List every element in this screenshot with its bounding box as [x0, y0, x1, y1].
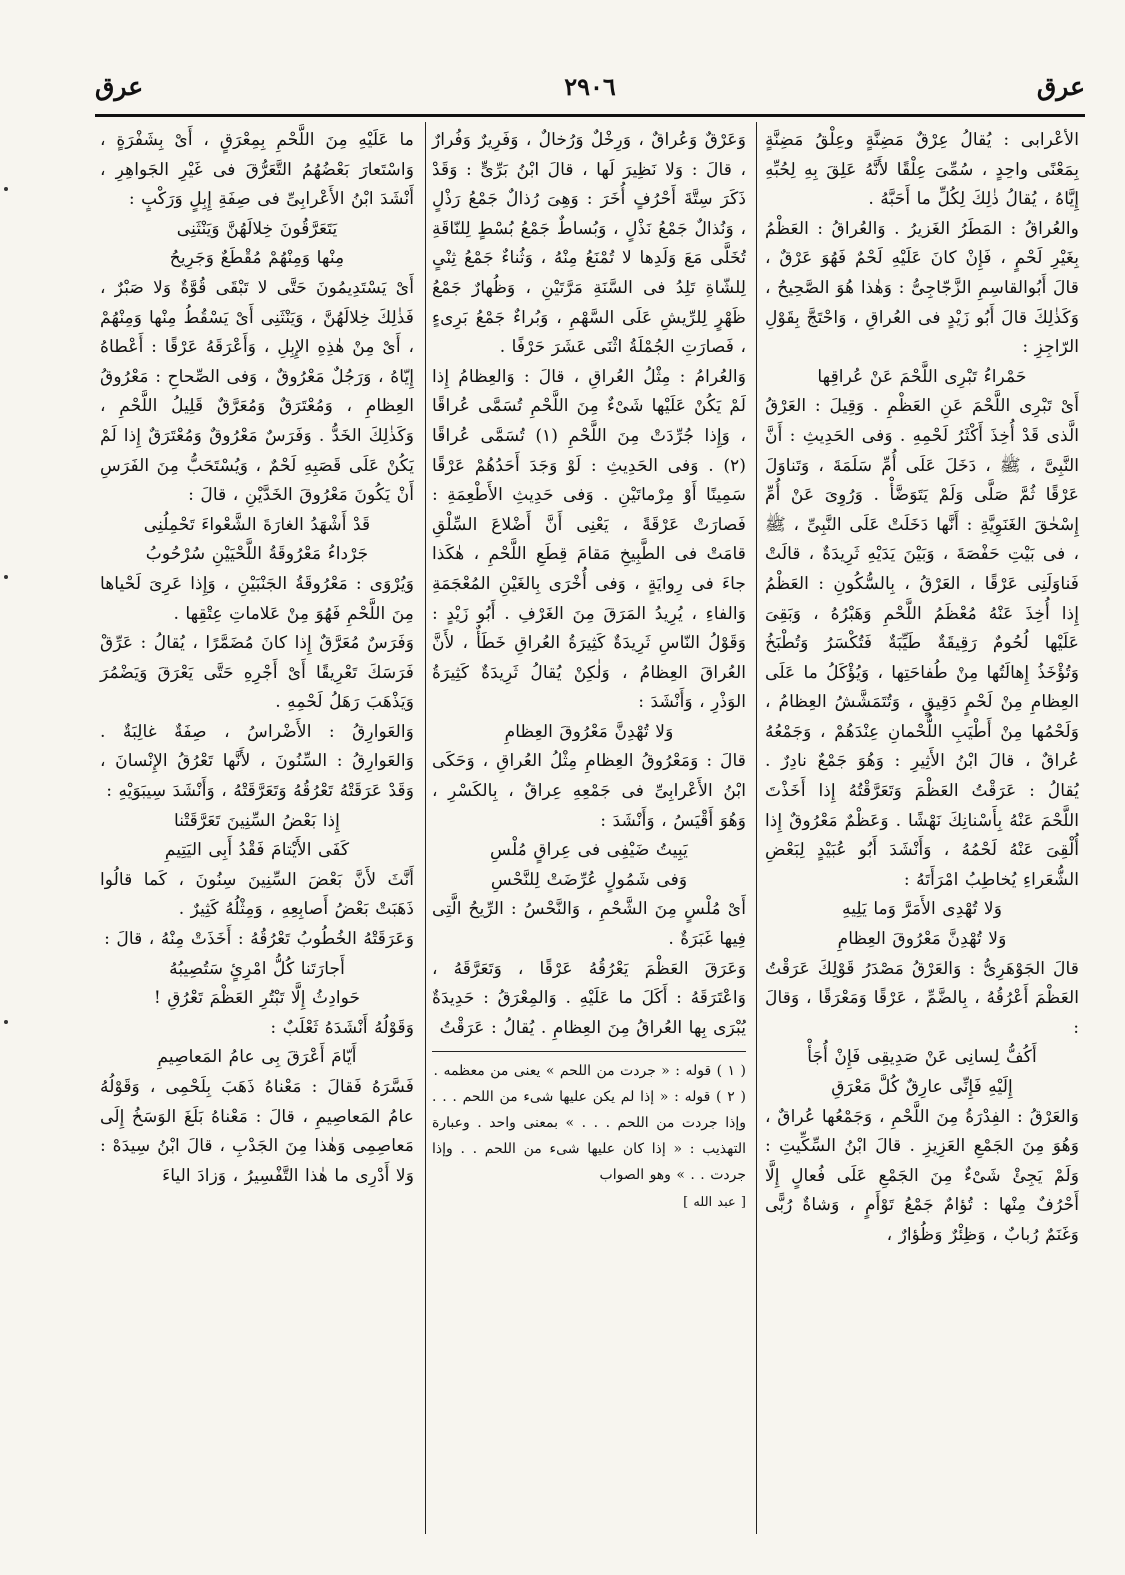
verse-line: وَلا تُهْدِنَّ مَعْرُوقَ العِظامِ: [504, 721, 674, 742]
paragraph: الأعْرابى : يُقالُ عِرْقٌ مَضِنَّةٍ وعِلْقُ مَضِنَّةٍ بِمَعْنًى واحِدٍ ، سُمِّىَ عِلْقًا لأَنَّهُ عَلِقَ بِهِ لِحُبِّهِ إِيَّاهُ ، يُقالُ ذٰلِكَ لِكُلِّ ما أَحَبَّهُ .: [765, 130, 1079, 210]
verse-line: كَفَى الأَيْتامَ فَقْدُ أَبِى اليَتِيمِ: [164, 840, 350, 861]
paragraph: وَفَرَسٌ مُعَرَّقٌ إِذا كانَ مُضَمَّرًا ، يُقالُ : عَرِّقْ فَرَسَكَ تَعْرِيقًا أَىْ أَجْرِهِ حَتَّى يَعْرَقَ وَيَضْمُرَ وَيَذْهَبَ رَهَلُ لَحْمِهِ .: [100, 633, 414, 713]
paragraph: وَيُرْوَى : مَعْرُوقَةُ الجَنْبَيْنِ ، وَإِذا عَرِىَ لَحْياها مِنَ اللَّحْمِ فَهُوَ مِنْ عَلاماتِ عِتْقِها .: [100, 573, 414, 624]
verse-line: أَجارَتَنا كُلُّ امْرِئٍ سَتُصِيبُهُ: [169, 958, 345, 979]
footnote-signature: [ عبد الله ]: [683, 1195, 746, 1211]
paragraph: وَعَرَقَتْهُ الخُطُوبُ تَعْرُقُهُ : أَخَذَتْ مِنْهُ ، قالَ :: [104, 929, 414, 950]
paragraph: فَسَّرَهُ فَقالَ : مَعْناهُ ذَهَبَ بِلَحْمِى ، وَقَوْلُهُ عامُ المَعاصِيمِ ، قالَ : مَعْناهُ بَلَغَ الوَسَخُ إِلَى مَعاصِمِى وَهٰذا مِنَ الجَدْبِ ، قالَ ابْنُ سِيدَهْ : وَلا أَدْرِى ما هٰذا التَّفْسِيرُ ، وَزادَ الياءَ: [100, 1077, 414, 1186]
paragraph: أَىْ يَسْتَدِيمُونَ حَتَّى لا تَبْقَى قُوَّةٌ وَلا صَبْرٌ ، فَذٰلِكَ خِلالَهُنَّ ، وَيَنْثَنِى أَىْ يَسْقُطُ مِنْها وَمِنْهُمْ ، أَىْ مِنْ هٰذِهِ الإِبِلِ ، وَأَعْرَقَهُ عَرْقًا : أَعْطاهُ إِيّاهُ ، وَرَجُلٌ مَعْرُوقٌ ، وَفى الصِّحاحِ : مَعْرُوقُ العِظامِ ، وَمُعْتَرَقٌ وَمُعَرَّقٌ قَلِيلُ اللَّحْمِ ، وَكَذٰلِكَ الخَدُّ . وَفَرَسٌ مَعْرُوقٌ وَمُعْتَرَقٌ إِذا لَمْ يَكُنْ عَلَى قَصَبِهِ لَحْمٌ ، وَيُسْتَحَبُّ مِنَ الفَرَسِ أَنْ يَكُونَ مَعْرُوقَ الخَدَّيْنِ ، قالَ :: [100, 277, 414, 506]
header-rule: [95, 114, 1085, 117]
verse-line: جَرْداءُ مَعْرُوقَةُ اللَّحْيَيْنِ سُرْحُوبُ: [145, 544, 369, 565]
paragraph: قالَ : وَمَعْرُوقُ العِظامِ مِثْلُ العُراقِ ، وَحَكَى ابْنُ الأَعْرابِىِّ فى جَمْعِهِ عِراقٌ ، بِالكَسْرِ ، وَهُوَ أَقْيَسُ ، وَأَنْشَدَ :: [432, 751, 746, 831]
paragraph: ما عَلَيْهِ مِنَ اللَّحْمِ بِمِعْرَقٍ ، أَىْ بِشَفْرَةٍ ، وَاسْتَعارَ بَعْضُهُمُ التَّعَرُّقَ فى غَيْرِ الجَواهِرِ ، أَنْشَدَ ابْنُ الأَعْرابِىِّ فى صِفَةِ إِبِلٍ وَرَكْبٍ :: [100, 130, 414, 210]
paragraph: قالَ الجَوْهَرِىُّ : وَالعَرْقُ مَصْدَرُ قَوْلِكَ عَرَقْتُ العَظْمَ أَعْرُقُهُ ، بِالضَّمِّ ، عَرْقًا وَمَعْرَقًا ، وَقالَ :: [765, 958, 1079, 1038]
column-right: [765, 126, 1079, 1251]
column-divider: [756, 122, 757, 1534]
verse-line: قَدْ أَشْهَدُ الغارَةَ الشَّعْواءَ تَحْمِلُنِى: [143, 514, 371, 535]
page-number: ٢٩٠٦: [564, 72, 616, 101]
verse-line: حَمْراءُ تَبْرِى اللَّحْمَ عَنْ عُراقِها: [817, 366, 1027, 387]
scan-speck: [4, 187, 8, 191]
verse-line: وَفى شَمُولٍ عُرِّضَتْ لِلنَّحْسِ: [490, 869, 688, 890]
column-middle: [432, 126, 746, 1218]
verse-line: إِلَيْهِ فَإِنِّى عارِقٌ كُلَّ مَعْرَقِ: [831, 1077, 1013, 1097]
header-keyword-right: عرق: [1036, 72, 1085, 101]
page-header: [95, 68, 1085, 114]
footnote: ( ٢ ) قوله : « إذا لم يكن عليها شىء من اللحم . . . وإذا جردت من اللحم . . . » بمعنى واحد . وعبارة التهذيب : « إذا كان عليها شىء من اللحم . . وإذا جردت . . » وهو الصواب: [432, 1089, 746, 1184]
verse-line: يَبِيتُ ضَيْفِى فى عِراقٍ مُلْسِ: [490, 840, 688, 861]
footnote-rule: [432, 1051, 746, 1052]
verse-line: إِذا بَعْضُ السِّنِينَ تَعَرَّقَتْنا: [174, 810, 340, 831]
paragraph: وَالعَرْقُ : الفِدْرَةُ مِنَ اللَّحْمِ ، وَجَمْعُها عُراقٌ ، وَهُوَ مِنَ الجَمْعِ العَزِيزِ . قالَ ابْنُ السِّكِّيتِ : وَلَمْ يَجِئْ شَىْءٌ مِنَ الجَمْعِ عَلَى فُعالٍ إِلَّا أَحْرُفٌ مِنْها : تُؤامٌ جَمْعُ تَوْأَمٍ ، وَشاةٌ رُبًّى وَغَنَمٌ رُبابٌ ، وَظِئْرٌ وَظُؤارٌ ،: [765, 1106, 1079, 1245]
verse-line: يَتَعَرَّقُونَ خِلالَهُنَّ وَيَنْثَنِى: [176, 218, 338, 239]
paragraph: أَنَّثَ لأَنَّ بَعْضَ السِّنِينَ سِنُونَ ، كَما قالُوا ذَهَبَتْ بَعْضُ أَصابِعِهِ ، وَمِثْلُهُ كَثِيرٌ .: [100, 869, 414, 920]
paragraph: وَالعُرامُ : مِثْلُ العُراقِ ، قالَ : وَالعِظامُ إِذا لَمْ يَكُنْ عَلَيْها شَىْءٌ مِنَ اللَّحْمِ تُسَمَّى عُراقًا ، وَإِذا جُرِّدَتْ مِنَ اللَّحْمِ (١) تُسَمَّى عُراقًا (٢) . وَفى الحَدِيثِ : لَوْ وَجَدَ أَحَدُهُمْ عَرْقًا سَمِينًا أَوْ مِرْماتَيْنِ . وَفى حَدِيثِ الأَطْعِمَةِ : فَصارَتْ عَرْقَةً ، يَعْنِى أَنَّ أَضْلاعَ السِّلْقِ قامَتْ فى الطَّبِيخِ مَقامَ قِطَعِ اللَّحْمِ ، هٰكَذا جاءَ فى رِوايَةٍ ، وَفى أُخْرَى بِالغَيْنِ المُعْجَمَةِ وَالفاءِ ، يُرِيدُ المَرَقَ مِنَ الغَرْفِ . أَبُو زَيْدٍ : وَقَوْلُ النّاسِ ثَرِيدَةٌ كَثِيرَةُ العُراقِ خَطَأٌ ، لأَنَّ العُراقَ العِظامُ ، وَلٰكِنْ يُقالُ ثَرِيدَةٌ كَثِيرَةُ الوَذْرِ ، وَأَنْشَدَ :: [432, 366, 746, 713]
paragraph: والعُراقُ : المَطَرُ الغَزيرُ . وَالعُراقُ : العَظْمُ بِغَيْرِ لَحْمٍ ، فَإِنْ كانَ عَلَيْهِ لَحْمٌ فَهُوَ عَرْقٌ ، قالَ أَبُوالقاسِمِ الزَّجّاجِىُّ : وَهٰذا هُوَ الصَّحِيحُ ، وَكَذٰلِكَ قالَ أَبُو زَيْدٍ فى العُراقِ ، وَاحْتَجَّ بِقَوْلِ الرّاجِزِ :: [765, 218, 1079, 358]
column-divider: [425, 122, 426, 1534]
paragraph: أَىْ تَبْرِى اللَّحْمَ عَنِ العَظْمِ . وَقِيلَ : العَرْقُ الَّذى قَدْ أُخِذَ أَكْثَرُ لَحْمِهِ . وَفى الحَدِيثِ : أَنَّ النَّبِىَّ ، ﷺ ، دَخَلَ عَلَى أُمِّ سَلَمَةَ ، وَتَناوَلَ عَرْقًا ثُمَّ صَلَّى وَلَمْ يَتَوَضَّأْ . وَرُوِىَ عَنْ أُمِّ إِسْحٰقَ الغَنَوِيَّةِ : أَنَّها دَخَلَتْ عَلَى النَّبِىِّ ، ﷺ ، فى بَيْتِ حَفْصَةَ ، وَبَيْنَ يَدَيْهِ ثَرِيدَةٌ ، قالَتْ فَناوَلَنِى عَرْقًا ، العَرْقُ ، بِالسُّكُونِ : العَظْمُ إِذا أُخِذَ عَنْهُ مُعْظَمُ اللَّحْمِ وَهَبْرُهُ ، وَبَقِىَ عَلَيْها لُحُومٌ رَقِيقَةٌ طَيِّبَةٌ فَتُكْسَرُ وَتُطْبَخُ وَتُؤْخَذُ إِهالَتُها مِنْ طُفاحَتِها ، وَيُؤْكَلُ ما عَلَى العِظامِ مِنْ لَحْمٍ دَقِيقٍ ، وَتُتَمَشَّشُ العِظامُ ، وَلَحْمُها مِنْ أَطْيَبِ اللُّحْمانِ عِنْدَهُمْ ، وَجَمْعُهُ عُراقٌ ، قالَ ابْنُ الأَثِيرِ : وَهُوَ جَمْعٌ نادِرٌ . يُقالُ : عَرَقْتُ العَظْمَ وَتَعَرَّقْتُهُ إِذا أَخَذْتَ اللَّحْمَ عَنْهُ بِأَسْنانِكَ نَهْشًا . وَعَظْمٌ مَعْرُوقٌ إِذا أُلْقِىَ عَنْهُ لَحْمُهُ ، وَأَنْشَدَ أَبُو عُبَيْدٍ لِبَعْضِ الشُّعَراءِ يُخاطِبُ امْرَأَتَهُ :: [765, 396, 1079, 890]
paragraph: وَقَوْلُهُ أَنْشَدَهُ ثَعْلَبٌ :: [270, 1017, 414, 1038]
verse-line: وَلا تُهْدِى الأَمَرَّ وَما يَلِيهِ: [841, 899, 1003, 920]
verse-line: أَكُفُّ لِسانِى عَنْ صَدِيقِى فَإِنْ أُجَأْ: [807, 1047, 1037, 1068]
verse-line: حَوادِثُ إِلَّا تَبْتُرِ العَظْمَ تَعْرُقِ !: [153, 988, 361, 1009]
scan-speck: [4, 1020, 8, 1024]
verse-line: وَلا تُهْدِنَّ مَعْرُوقَ العِظامِ: [837, 929, 1007, 950]
verse-line: أَيّامَ أَعْرَقَ بِى عامُ المَعاصِيمِ: [157, 1047, 357, 1068]
column-left: [100, 126, 414, 1191]
header-keyword-left: عرق: [95, 72, 144, 101]
footnote: ( ١ ) قوله : « جردت من اللحم » يعنى من معظمه .: [433, 1063, 746, 1080]
paragraph: وَعَرَقَ العَظْمَ يَعْرُقُهُ عَرْقًا ، وَتَعَرَّقَهُ ، وَاعْتَرَقَهُ : أَكَلَ ما عَلَيْهِ . وَالمِعْرَقُ : حَدِيدَةٌ يُبْرَى بِها العُراقُ مِنَ العِظامِ . يُقالُ : عَرَقْتُ: [432, 958, 746, 1038]
paragraph: أَىْ مُلْسٍ مِنَ الشَّحْمِ ، وَالنَّحْسُ : الرِّيحُ الَّتِى فِيها غَبَرَةٌ .: [432, 899, 746, 950]
verse-line: مِنْها وَمِنْهُمْ مُقْطَعٌ وَجَرِيحُ: [169, 248, 345, 269]
scan-speck: [4, 575, 8, 579]
paragraph: وَالعَوارِقُ : الأَضْراسُ ، صِفَةٌ غالِبَةٌ . وَالعَوارِقُ : السِّنُونَ ، لأَنَّها تَعْرُقُ الإِنْسانَ ، وَقَدْ عَرَقَتْهُ تَعْرُقُهُ وَتَعَرَّقَتْهُ ، وَأَنْشَدَ سِيبَوَيْهِ :: [100, 721, 414, 802]
paragraph: وَعَرْقٌ وَعُراقٌ ، وَرِخْلٌ وَرُخالٌ ، وَفَرِيرٌ وَفُرارٌ ، قالَ : وَلا نَظِيرَ لَها ، قالَ ابْنُ بَرِّىٍّ : وَقَدْ ذَكَرَ سِتَّةَ أَحْرُفٍ أُخَرَ : وَهِىَ رُذالٌ جَمْعُ رَذْلٍ ، وَنُذالٌ جَمْعُ نَذْلٍ ، وَبُساطٌ جَمْعُ بُسْطٍ لِلنّاقَةِ تُخَلَّى مَعَ وَلَدِها لا تُمْنَعُ مِنْهُ ، وَثُناءٌ جَمْعُ ثِنْىٍ لِلشّاةِ تَلِدُ فى السَّنَةِ مَرَّتَيْنِ ، وَظُهارٌ جَمْعُ ظَهْرٍ لِلرِّيشِ عَلَى السَّهْمِ ، وَبُراءٌ جَمْعُ بَرِىءٍ ، فَصارَتِ الجُمْلَةُ اثْنَى عَشَرَ حَرْفًا .: [432, 130, 746, 358]
